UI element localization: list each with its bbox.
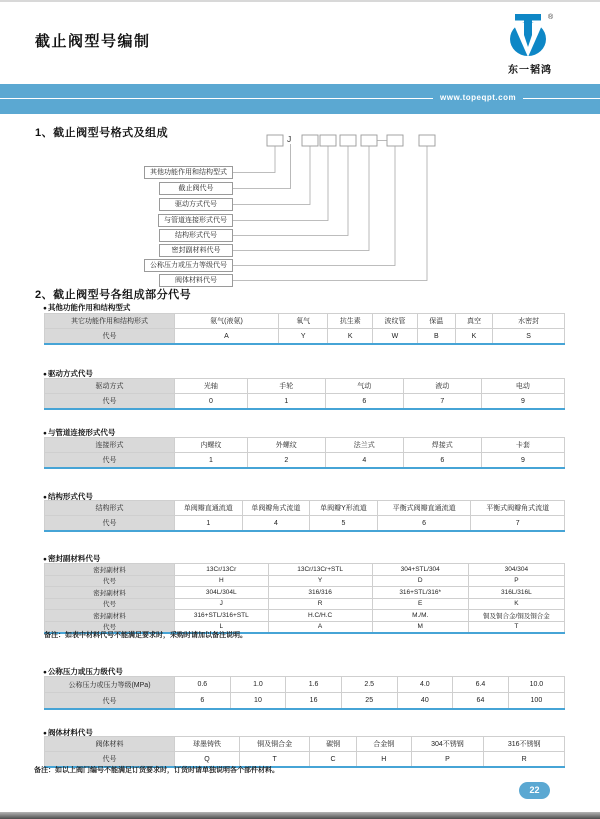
value-cell: L — [175, 621, 269, 633]
value-cell: 1.0 — [230, 677, 286, 693]
bullet-seal-material: ●密封副材料代号 — [43, 554, 101, 563]
table-row — [45, 610, 565, 622]
value-cell: R — [484, 752, 565, 768]
section1-title: 1、截止阀型号格式及组成 — [35, 127, 169, 139]
value-cell: H — [356, 752, 411, 768]
value-cell: 合金钢 — [356, 737, 411, 752]
bullet-icon: ● — [43, 556, 47, 563]
value-cell: 7 — [471, 516, 565, 532]
value-cell: P — [411, 752, 484, 768]
value-cell: 6.4 — [453, 677, 509, 693]
diagram-label-pressure-code: 公称压力或压力等级代号 — [144, 259, 233, 272]
row-header-cell: 代号 — [45, 453, 175, 469]
value-cell: J — [175, 598, 269, 610]
value-cell: 64 — [453, 693, 509, 710]
row-header-cell: 密封副材料 — [45, 564, 175, 576]
value-cell: A — [268, 621, 372, 633]
value-cell: 2 — [247, 453, 325, 469]
value-cell: 1 — [175, 516, 243, 532]
table-row — [45, 516, 565, 532]
value-cell: 13Cr/13Cr+STL — [268, 564, 372, 576]
table-row — [45, 587, 565, 599]
value-cell: 水密封 — [493, 314, 565, 329]
value-cell: 4 — [242, 516, 310, 532]
value-cell: 9 — [481, 453, 564, 469]
page-number-badge: 22 — [519, 782, 550, 799]
value-cell: C — [310, 752, 357, 768]
value-cell: 9 — [481, 394, 564, 410]
value-cell: 316L/316L — [468, 587, 564, 599]
seal-material-note: 备注：如表中材料代号不能满足要求时，采购时请加以备注说明。 — [44, 632, 247, 639]
value-cell: 7 — [403, 394, 481, 410]
row-header-cell: 公称压力或压力等级(MPa) — [45, 677, 175, 693]
page-bottom-edge — [0, 812, 600, 819]
bullet-icon: ● — [43, 305, 47, 312]
row-header-cell: 结构形式 — [45, 501, 175, 516]
value-cell: P — [468, 575, 564, 587]
diagram-label-seal-material-code: 密封副材料代号 — [159, 244, 233, 257]
value-cell: 单阀瓣角式流道 — [242, 501, 310, 516]
value-cell: 铜及铜合金/铜及铜合金 — [468, 610, 564, 622]
row-header-cell: 阀体材料 — [45, 737, 175, 752]
value-cell: 2.5 — [341, 677, 397, 693]
value-cell: 球墨铸铁 — [175, 737, 240, 752]
company-logo — [497, 10, 563, 76]
value-cell: 1 — [247, 394, 325, 410]
value-cell: H.C/H.C — [268, 610, 372, 622]
value-cell: M./M. — [372, 610, 468, 622]
table-drive-mode — [44, 378, 565, 410]
value-cell: 16 — [286, 693, 342, 710]
brand-name: 东一韬鸿 — [508, 65, 552, 76]
value-cell: 100 — [508, 693, 564, 710]
row-header-cell: 密封副材料 — [45, 587, 175, 599]
row-header-cell: 代号 — [45, 516, 175, 532]
value-cell: T — [240, 752, 310, 768]
logo-mark-icon — [502, 10, 558, 60]
bullet-icon: ● — [43, 494, 47, 501]
row-header-cell: 其它功能作用和结构形式 — [45, 314, 175, 329]
format-boxes — [267, 135, 435, 146]
value-cell: 法兰式 — [325, 438, 403, 453]
value-cell: 氨气(液氨) — [175, 314, 279, 329]
diagram-label-other-function: 其他功能作用和结构型式 — [144, 166, 233, 179]
table-row — [45, 737, 565, 752]
value-cell: 316不锈钢 — [484, 737, 565, 752]
table-other-function — [44, 313, 565, 345]
code-table — [44, 676, 565, 710]
value-cell: 1.6 — [286, 677, 342, 693]
value-cell: H — [175, 575, 269, 587]
value-cell: 手轮 — [247, 379, 325, 394]
table-row — [45, 677, 565, 693]
registered-mark: ® — [548, 14, 554, 21]
bullet-structure-form: ●结构形式代号 — [43, 492, 93, 501]
value-cell: 4 — [325, 453, 403, 469]
value-cell: 316+STL/316* — [372, 587, 468, 599]
value-cell: K — [468, 598, 564, 610]
value-cell: 13Cr/13Cr — [175, 564, 269, 576]
diagram-label-connection-code: 与管道连接形式代号 — [158, 214, 233, 227]
value-cell: T — [468, 621, 564, 633]
value-cell: S — [493, 329, 565, 345]
diagram-label-valve-code: 截止阀代号 — [159, 182, 233, 195]
value-cell: 40 — [397, 693, 453, 710]
blue-banner — [0, 84, 600, 114]
value-cell: Q — [175, 752, 240, 768]
table-seal-material — [44, 563, 565, 634]
value-cell: 平衡式阀瓣直通流道 — [377, 501, 471, 516]
valve-type-letter: J — [287, 134, 292, 144]
value-cell: 6 — [325, 394, 403, 410]
value-cell: 25 — [341, 693, 397, 710]
value-cell: 电动 — [481, 379, 564, 394]
bullet-body-material: ●阀体材料代号 — [43, 728, 93, 737]
value-cell: 氧气 — [279, 314, 328, 329]
table-structure-form — [44, 500, 565, 532]
bullet-icon: ● — [43, 371, 47, 378]
value-cell: 外螺纹 — [247, 438, 325, 453]
section2-title: 2、截止阀型号各组成部分代号 — [35, 289, 192, 301]
bullet-pipe-connection: ●与管道连接形式代号 — [43, 428, 116, 437]
value-cell: 单阀瓣直通流道 — [175, 501, 243, 516]
table-row — [45, 394, 565, 410]
website-url: www.topeqpt.com — [433, 93, 523, 102]
table-row — [45, 379, 565, 394]
bullet-other-function: ●其他功能作用和结构型式 — [43, 303, 131, 312]
table-row — [45, 314, 565, 329]
bullet-icon: ● — [43, 430, 47, 437]
row-header-cell: 代号 — [45, 575, 175, 587]
code-table — [44, 563, 565, 634]
value-cell: 波纹管 — [373, 314, 418, 329]
table-row — [45, 438, 565, 453]
value-cell: 平衡式阀瓣角式流道 — [471, 501, 565, 516]
value-cell: 液动 — [403, 379, 481, 394]
value-cell: K — [455, 329, 492, 345]
value-cell: K — [328, 329, 373, 345]
row-header-cell: 代号 — [45, 621, 175, 633]
value-cell: 304L/304L — [175, 587, 269, 599]
value-cell: 卡套 — [481, 438, 564, 453]
row-header-cell: 代号 — [45, 329, 175, 345]
table-row — [45, 693, 565, 710]
code-table — [44, 437, 565, 469]
value-cell: Y — [279, 329, 328, 345]
code-table — [44, 500, 565, 532]
row-header-cell: 代号 — [45, 394, 175, 410]
connector-lines — [233, 141, 427, 281]
value-cell: 4.0 — [397, 677, 453, 693]
row-header-cell: 连接形式 — [45, 438, 175, 453]
value-cell: 气动 — [325, 379, 403, 394]
table-row — [45, 575, 565, 587]
row-header-cell: 密封副材料 — [45, 610, 175, 622]
value-cell: 304不锈钢 — [411, 737, 484, 752]
value-cell: Y — [268, 575, 372, 587]
table-row — [45, 329, 565, 345]
table-row — [45, 453, 565, 469]
table-pipe-connection — [44, 437, 565, 469]
table-row — [45, 501, 565, 516]
table-nominal-pressure — [44, 676, 565, 710]
value-cell: 单阀瓣Y形流道 — [310, 501, 378, 516]
value-cell: 10 — [230, 693, 286, 710]
diagram-label-drive-code: 驱动方式代号 — [159, 198, 233, 211]
bullet-icon: ● — [43, 730, 47, 737]
diagram-label-body-material-code: 阀体材料代号 — [159, 274, 233, 287]
body-material-note: 备注：如以上阀门编号不能满足订货要求时，订货时请单独说明各个部件材料。 — [34, 767, 279, 774]
table-row — [45, 564, 565, 576]
bullet-drive-mode: ●驱动方式代号 — [43, 369, 93, 378]
value-cell: 光轴 — [175, 379, 248, 394]
value-cell: 316/316 — [268, 587, 372, 599]
row-header-cell: 代号 — [45, 598, 175, 610]
value-cell: 6 — [175, 693, 231, 710]
row-header-cell: 代号 — [45, 693, 175, 710]
row-header-cell: 代号 — [45, 752, 175, 768]
bullet-nominal-pressure: ●公称压力或压力级代号 — [43, 667, 123, 676]
value-cell: 0.6 — [175, 677, 231, 693]
value-cell: 316+STL/316+STL — [175, 610, 269, 622]
value-cell: 6 — [377, 516, 471, 532]
value-cell: 真空 — [455, 314, 492, 329]
value-cell: 304+STL/304 — [372, 564, 468, 576]
value-cell: M — [372, 621, 468, 633]
value-cell: A — [175, 329, 279, 345]
table-row — [45, 598, 565, 610]
value-cell: 内螺纹 — [175, 438, 248, 453]
value-cell: 0 — [175, 394, 248, 410]
value-cell: 10.0 — [508, 677, 564, 693]
value-cell: 5 — [310, 516, 378, 532]
value-cell: R — [268, 598, 372, 610]
value-cell: B — [417, 329, 455, 345]
value-cell: W — [373, 329, 418, 345]
code-table — [44, 378, 565, 410]
value-cell: 1 — [175, 453, 248, 469]
bullet-icon: ● — [43, 669, 47, 676]
value-cell: 焊接式 — [403, 438, 481, 453]
value-cell: 铜及铜合金 — [240, 737, 310, 752]
value-cell: 抗生素 — [328, 314, 373, 329]
table-body-material — [44, 736, 565, 768]
code-table — [44, 736, 565, 768]
value-cell: D — [372, 575, 468, 587]
value-cell: 6 — [403, 453, 481, 469]
code-table — [44, 313, 565, 345]
value-cell: 304/304 — [468, 564, 564, 576]
value-cell: 碳钢 — [310, 737, 357, 752]
row-header-cell: 驱动方式 — [45, 379, 175, 394]
page-title: 截止阀型号编制 — [35, 33, 151, 50]
diagram-label-structure-code: 结构形式代号 — [159, 229, 233, 242]
value-cell: 保温 — [417, 314, 455, 329]
value-cell: E — [372, 598, 468, 610]
